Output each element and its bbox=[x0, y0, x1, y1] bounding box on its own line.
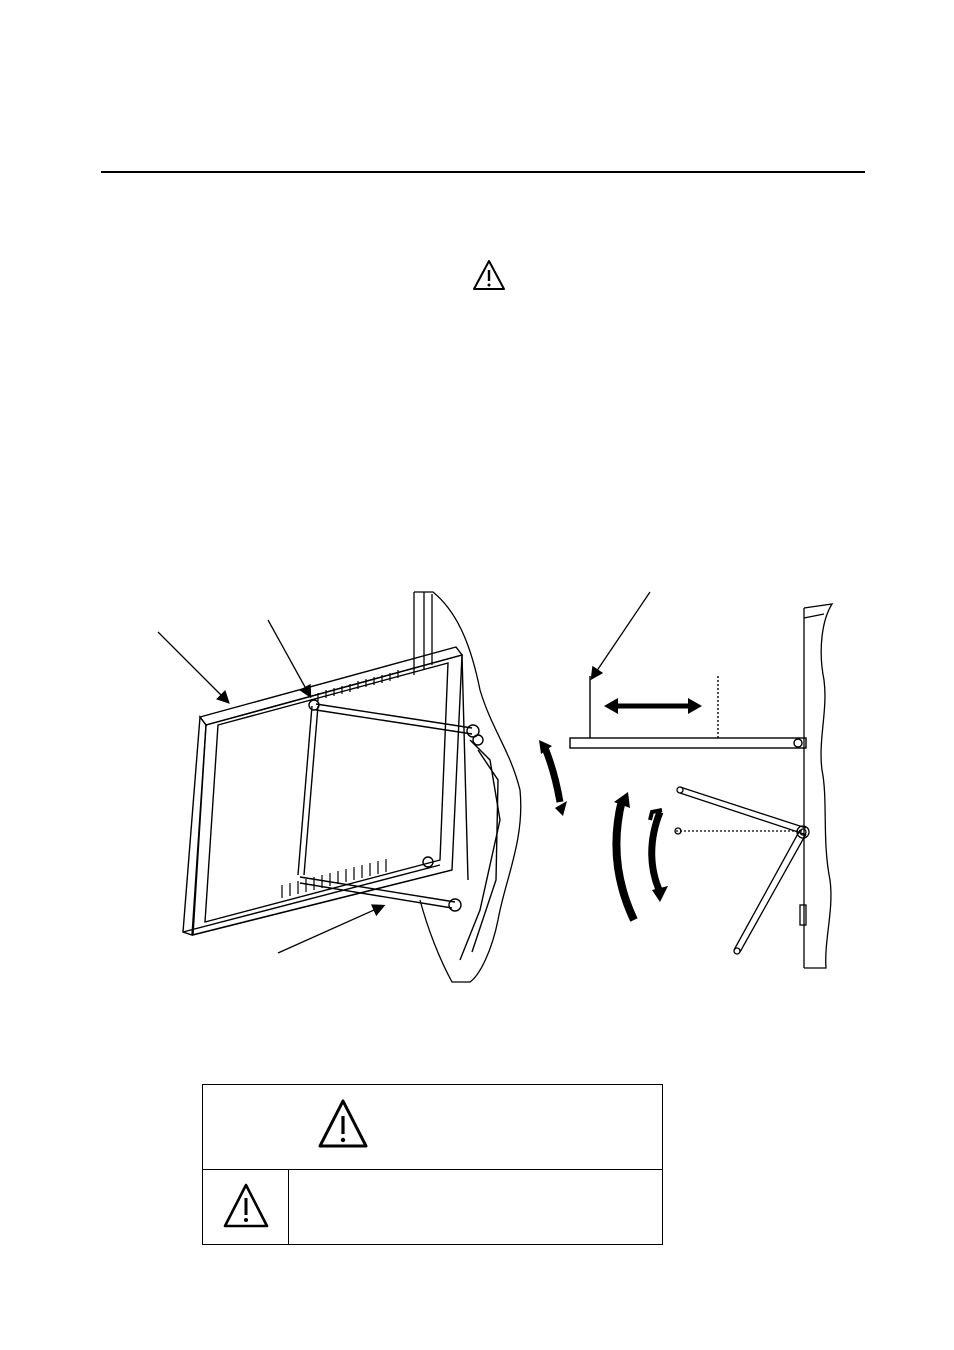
support-arms bbox=[298, 700, 500, 960]
warning-triangle-icon bbox=[222, 1182, 270, 1230]
wall-cutaway bbox=[414, 592, 521, 982]
callout-leader-right bbox=[592, 592, 650, 678]
folding-arms bbox=[675, 787, 809, 954]
caution-row-icon-cell bbox=[203, 1170, 289, 1244]
slide-arrow-icon bbox=[604, 698, 702, 714]
tilt-arrow-icon bbox=[539, 740, 567, 816]
caution-header bbox=[203, 1085, 662, 1170]
installation-figure bbox=[0, 580, 954, 1000]
callout-leaders-left bbox=[158, 620, 383, 953]
warning-triangle-icon bbox=[472, 259, 506, 291]
header-rule bbox=[101, 171, 865, 173]
warning-triangle-icon bbox=[317, 1098, 369, 1150]
fold-arrows-icon bbox=[614, 792, 668, 920]
side-view-wall bbox=[804, 604, 832, 968]
caution-box bbox=[202, 1084, 663, 1245]
vent-slots-top bbox=[318, 670, 398, 701]
